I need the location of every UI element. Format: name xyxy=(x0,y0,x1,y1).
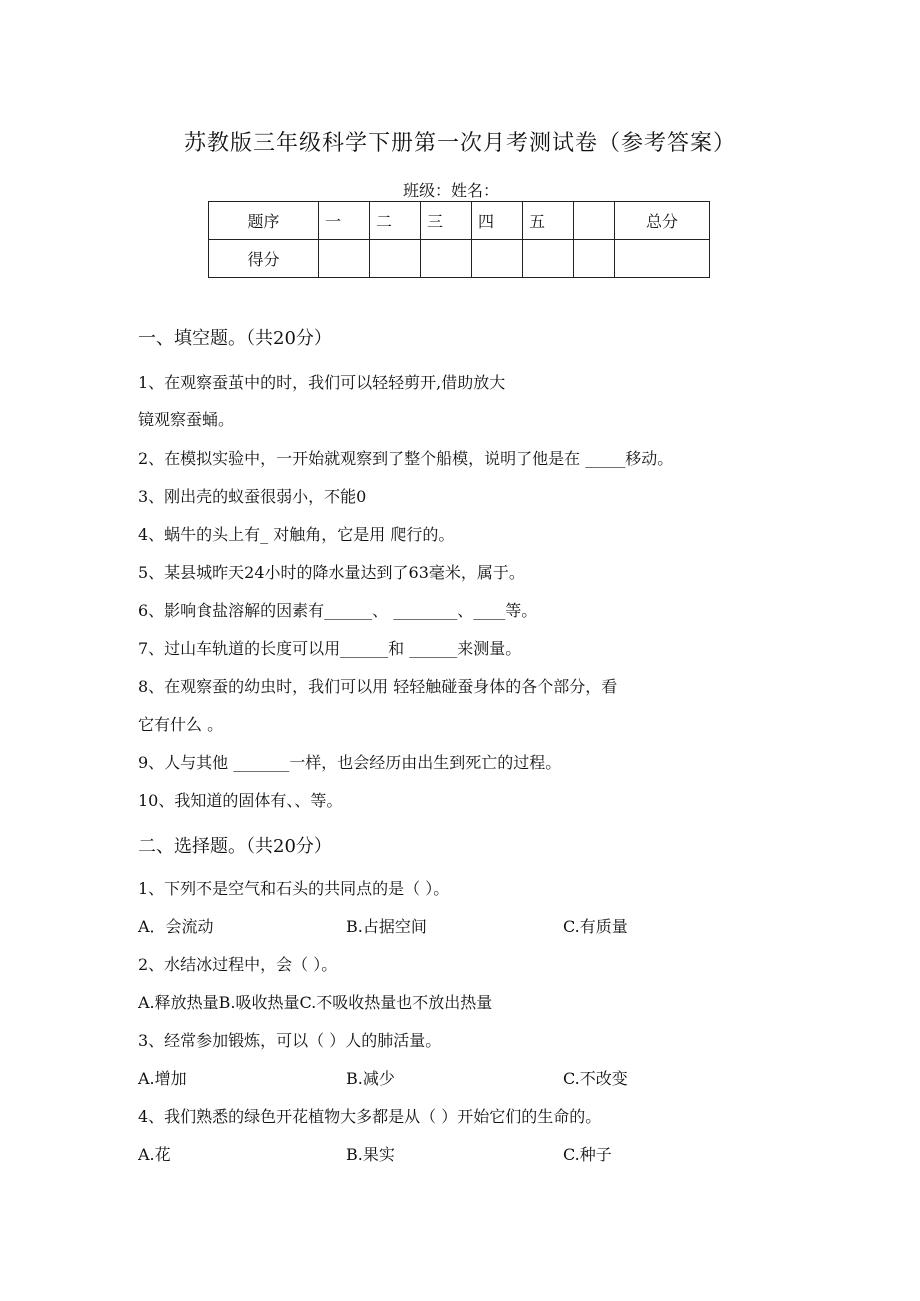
option-b: B.减少 xyxy=(346,1069,395,1088)
question-line: 它有什么 。 xyxy=(138,715,224,734)
question-line: 2、在模拟实验中，一开始就观察到了整个船模，说明了他是在 _____移动。 xyxy=(138,449,674,468)
options-line: A.释放热量B.吸收热量C.不吸收热量也不放出热量 xyxy=(138,993,493,1012)
score-cell[interactable] xyxy=(615,240,710,278)
question-line: 7、过山车轨道的长度可以用______和 ______来测量。 xyxy=(138,639,522,658)
question-line: 镜观察蚕蛹。 xyxy=(138,410,235,429)
question-line: 5、某县城昨天24小时的降水量达到了63毫米，属于。 xyxy=(138,563,525,582)
section-heading: 一、填空题。（共20分） xyxy=(138,328,332,349)
score-table-header-cell: 题序 xyxy=(209,202,319,240)
score-table-header-cell: 五 xyxy=(523,202,574,240)
question-line: 3、经常参加锻炼，可以（ ）人的肺活量。 xyxy=(138,1031,442,1050)
score-table xyxy=(208,201,710,278)
score-cell[interactable] xyxy=(472,240,523,278)
question-line: 1、在观察蚕茧中的时，我们可以轻轻剪开,借助放大 xyxy=(138,373,506,392)
option-a: A.增加 xyxy=(138,1069,187,1088)
option-b: B.果实 xyxy=(346,1145,395,1164)
score-table-header-cell: 一 xyxy=(319,202,370,240)
question-line: 2、水结冰过程中，会（ ）。 xyxy=(138,955,338,974)
option-c: C.种子 xyxy=(563,1145,612,1164)
score-cell[interactable] xyxy=(370,240,421,278)
score-cell[interactable] xyxy=(319,240,370,278)
question-line: 10、我知道的固体有、、等。 xyxy=(138,791,343,810)
question-line: 6、影响食盐溶解的因素有______、 ________、____等。 xyxy=(138,601,538,620)
option-a: A.花 xyxy=(138,1145,171,1164)
question-line: 1、下列不是空气和石头的共同点的是（ ）。 xyxy=(138,879,450,898)
class-name-line: 班级：姓名： xyxy=(403,181,500,200)
score-table-header-cell: 四 xyxy=(472,202,523,240)
question-line: 3、刚出壳的蚁蚕很弱小，不能0 xyxy=(138,487,367,506)
section-heading: 二、选择题。（共20分） xyxy=(138,836,332,857)
score-table-header-cell xyxy=(574,202,615,240)
score-cell[interactable] xyxy=(421,240,472,278)
question-line: 4、我们熟悉的绿色开花植物大多都是从（ ）开始它们的生命的。 xyxy=(138,1107,602,1126)
score-cell[interactable] xyxy=(523,240,574,278)
option-c: C.不改变 xyxy=(563,1069,628,1088)
question-line: 4、蜗牛的头上有_ 对触角，它是用 爬行的。 xyxy=(138,525,455,544)
score-table-header-cell: 总分 xyxy=(615,202,710,240)
question-line: 8、在观察蚕的幼虫时，我们可以用 轻轻触碰蚕身体的各个部分，看 xyxy=(138,677,618,696)
score-table-header-cell: 三 xyxy=(421,202,472,240)
score-table-score-row xyxy=(209,240,710,278)
option-c: C.有质量 xyxy=(563,917,628,936)
question-line: 9、人与其他 _______一样，也会经历由出生到死亡的过程。 xyxy=(138,753,562,772)
score-table-header-row xyxy=(209,202,710,240)
page-title: 苏教版三年级科学下册第一次月考测试卷（参考答案） xyxy=(183,131,736,156)
score-cell[interactable] xyxy=(574,240,615,278)
option-a: A．会流动 xyxy=(138,917,214,936)
score-table-row-label: 得分 xyxy=(209,240,319,278)
option-b: B.占据空间 xyxy=(346,917,427,936)
score-table-header-cell: 二 xyxy=(370,202,421,240)
